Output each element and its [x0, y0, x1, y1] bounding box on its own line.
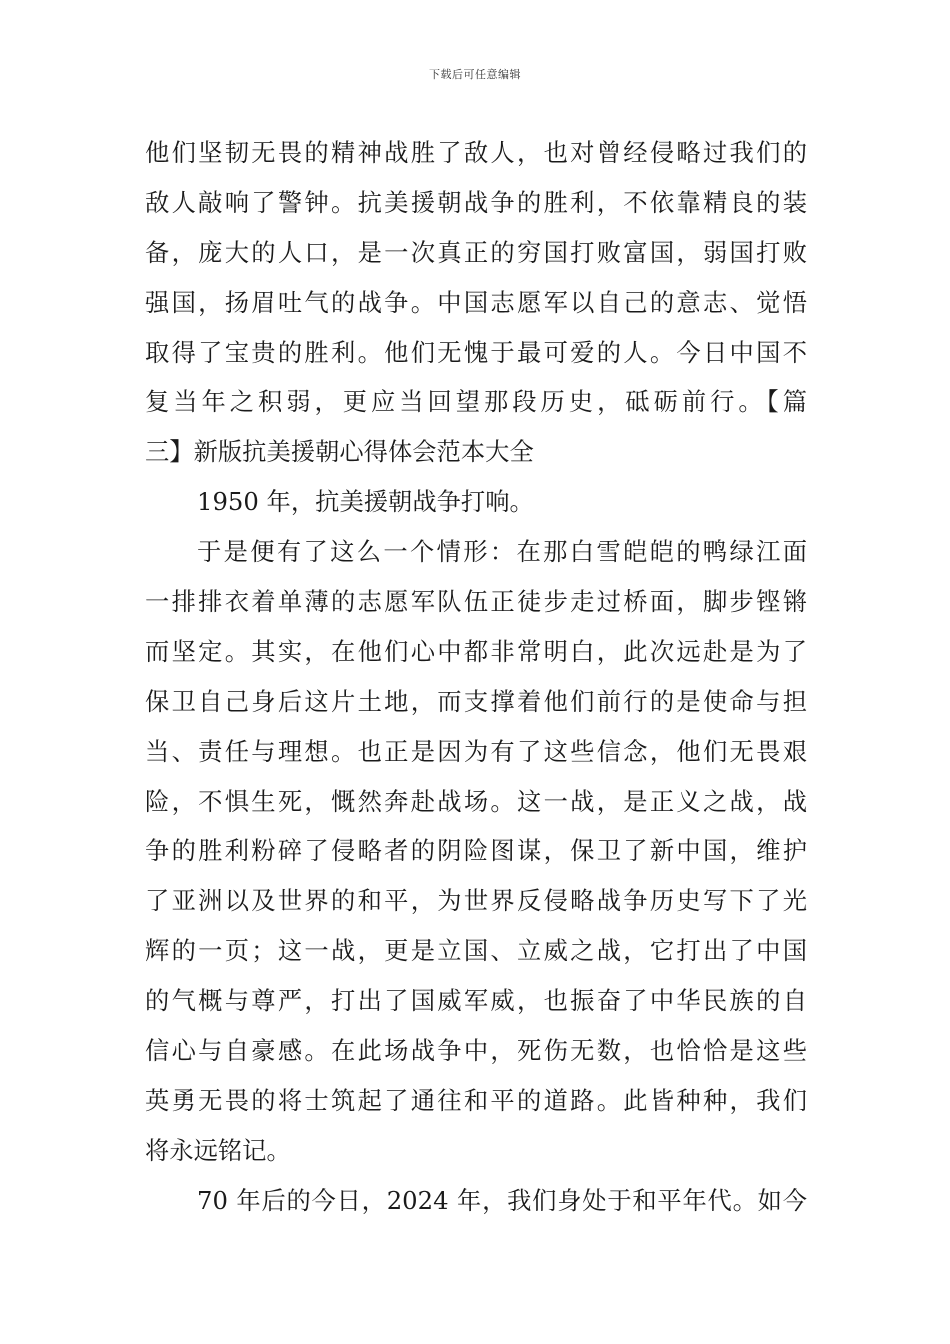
text-line: 敌人敲响了警钟。抗美援朝战争的胜利，不依靠精良的装 — [145, 187, 807, 217]
text-line: 当、责任与理想。也正是因为有了这些信念，他们无畏艰 — [145, 736, 807, 766]
text-line: 英勇无畏的将士筑起了通往和平的道路。此皆种种，我们 — [145, 1085, 807, 1115]
text-line: 信心与自豪感。在此场战争中，死伤无数，也恰恰是这些 — [145, 1036, 807, 1066]
text-line: 备，庞大的人口，是一次真正的穷国打败富国，弱国打败 — [145, 237, 807, 267]
page-header: 下载后可任意编辑 — [429, 68, 521, 81]
text-line: 险，不惧生死，慨然奔赴战场。这一战，是正义之战，战 — [145, 786, 807, 816]
text-line: 1950 年，抗美援朝战争打响。 — [197, 487, 534, 517]
text-line: 70 年后的今日，2024 年，我们身处于和平年代。如今 — [197, 1185, 807, 1215]
text-line: 保卫自己身后这片土地，而支撑着他们前行的是使命与担 — [145, 686, 807, 716]
text-line: 争的胜利粉碎了侵略者的阴险图谋，保卫了新中国，维护 — [145, 836, 807, 866]
text-line: 强国，扬眉吐气的战争。中国志愿军以自己的意志、觉悟 — [145, 287, 807, 317]
text-line: 而坚定。其实，在他们心中都非常明白，此次远赴是为了 — [145, 636, 807, 666]
text-line: 他们坚韧无畏的精神战胜了敌人，也对曾经侵略过我们的 — [145, 138, 807, 167]
text-line: 将永远铭记。 — [145, 1135, 291, 1165]
text-line: 一排排衣着单薄的志愿军队伍正徒步走过桥面，脚步铿锵 — [145, 587, 807, 617]
document-body — [145, 128, 807, 1226]
text-line: 了亚洲以及世界的和平，为世界反侵略战争历史写下了光 — [145, 886, 807, 916]
text-line: 辉的一页；这一战，更是立国、立威之战，它打出了中国 — [145, 936, 807, 966]
text-line: 复当年之积弱，更应当回望那段历史，砥砺前行。【篇 — [145, 387, 807, 417]
text-line: 取得了宝贵的胜利。他们无愧于最可爱的人。今日中国不 — [145, 337, 807, 367]
text-line: 于是便有了这么一个情形：在那白雪皑皑的鸭绿江面 — [197, 537, 807, 567]
text-line: 三】新版抗美援朝心得体会范本大全 — [145, 437, 534, 467]
text-line: 的气概与尊严，打出了国威军威，也振奋了中华民族的自 — [145, 986, 807, 1016]
